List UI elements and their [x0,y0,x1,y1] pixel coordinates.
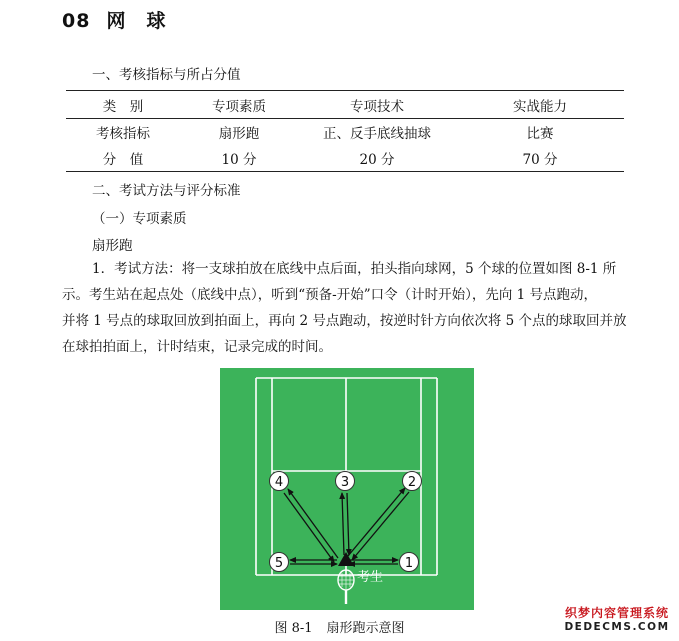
table-header-row [66,91,624,119]
table-cell: 10 分 [180,145,298,172]
table-cell: 考核指标 [96,126,150,142]
point-5-label: 5 [274,556,284,571]
method-paragraph [62,256,662,360]
table-header-cell: 专项素质 [180,91,298,119]
caption-label: 图 8-1 [274,621,313,636]
paragraph-line: 1．考试方法：将一支球拍放在底线中点后面，拍头指向球网，5 个球的位置如图 8-1 所 [92,261,617,277]
point-2-label: 2 [407,475,417,490]
point-2 [403,472,422,491]
point-1 [400,553,419,572]
section1-title: 一、考核指标与所占分值 [92,67,241,83]
watermark-en: DEDECMS.COM [564,621,670,633]
page-heading [62,6,166,33]
start-label: 考生 [357,570,384,585]
heading-number: 08 [62,10,91,32]
fan-run-diagram [220,368,474,610]
paragraph-line: 示。考生站在起点处（底线中点），听到“预备-开始”口令（计时开始），先向 1 号点跑动， [62,287,598,303]
table-cell: 70 分 [456,145,624,172]
table-cell: 分 值 [66,145,180,172]
table-cell: 比赛 [526,126,554,142]
watermark-cn: 织梦内容管理系统 [564,606,669,620]
table-header-cell: 实战能力 [456,91,624,119]
point-5 [270,553,289,572]
table-cell: 正、反手底线抽球 [323,126,431,142]
heading-title: 网 球 [106,10,167,32]
score-table [66,90,624,172]
section2-title: 二、考试方法与评分标准 [92,183,241,199]
item-title: 扇形跑 [92,238,133,254]
watermark-logo [561,604,673,633]
point-3 [336,472,355,491]
point-4 [270,472,289,491]
table-cell: 扇形跑 [218,126,260,142]
subsection-title: （一）专项素质 [92,211,187,227]
point-3-label: 3 [340,475,350,490]
table-cell: 20 分 [298,145,456,172]
caption-text: 扇形跑示意图 [326,621,405,636]
table-row [66,145,624,172]
point-4-label: 4 [274,475,284,490]
paragraph-line: 在球拍拍面上，计时结束，记录完成的时间。 [62,339,332,355]
table-row [66,119,624,146]
table-header-cell: 类 别 [66,91,180,119]
paragraph-line: 并将 1 号点的球取回放到拍面上，再向 2 号点跑动，按逆时针方向依次将 5 个点的球取回并放 [62,313,627,329]
table-header-cell: 专项技术 [298,91,456,119]
point-1-label: 1 [404,556,414,571]
